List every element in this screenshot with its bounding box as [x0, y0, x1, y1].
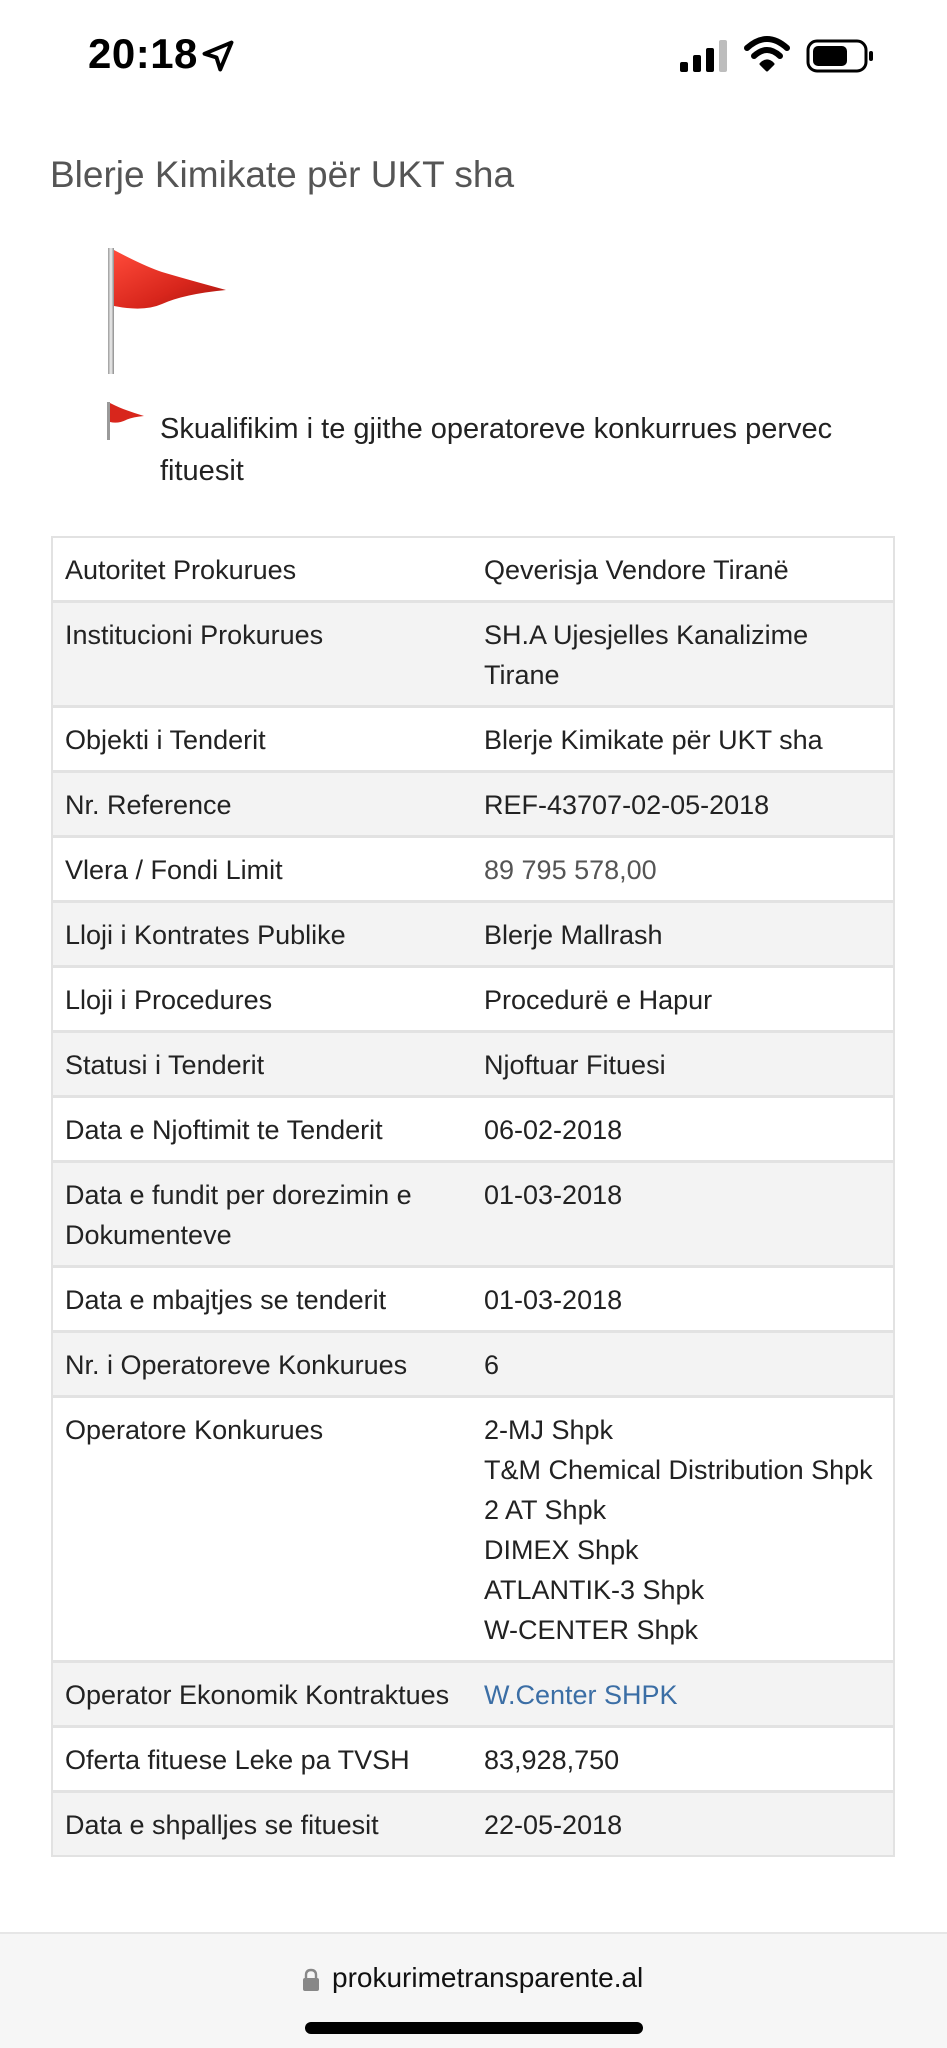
value-line: 06-02-2018	[484, 1115, 623, 1145]
value-line: Qeverisja Vendore Tiranë	[484, 555, 789, 585]
row-value	[474, 967, 894, 1032]
table-row	[52, 1332, 894, 1397]
row-label: Data e fundit per dorezimin e Dokumenteve	[52, 1162, 474, 1267]
tender-details-table	[51, 536, 895, 1857]
row-label: Data e shpalljes se fituesit	[52, 1792, 474, 1857]
row-value	[474, 1332, 894, 1397]
table-row	[52, 772, 894, 837]
address-bar-url[interactable]: prokurimetransparente.al	[332, 1962, 644, 1993]
table-row	[52, 1267, 894, 1332]
table-row	[52, 902, 894, 967]
page-title: Blerje Kimikate për UKT sha	[50, 154, 515, 195]
row-value	[474, 1727, 894, 1792]
table-row	[52, 602, 894, 707]
value-line: 83,928,750	[484, 1745, 620, 1775]
value-line: 2-MJ Shpk	[484, 1415, 614, 1445]
red-flag-icon	[104, 246, 234, 376]
status-bar	[0, 0, 947, 110]
value-line: Procedurë e Hapur	[484, 985, 713, 1015]
table-row	[52, 537, 894, 602]
value-line: Njoftuar Fituesi	[484, 1050, 666, 1080]
row-value	[474, 772, 894, 837]
value-line: DIMEX Shpk	[484, 1535, 639, 1565]
row-label: Nr. Reference	[52, 772, 474, 837]
row-value	[474, 602, 894, 707]
row-value	[474, 902, 894, 967]
row-label: Lloji i Kontrates Publike	[52, 902, 474, 967]
status-time: 20:18	[88, 30, 198, 77]
row-value	[474, 1162, 894, 1267]
battery-icon	[806, 38, 876, 74]
table-row	[52, 1162, 894, 1267]
value-line: W-CENTER Shpk	[484, 1615, 699, 1645]
row-label: Lloji i Procedures	[52, 967, 474, 1032]
browser-bottom-bar	[0, 1932, 947, 2048]
wifi-icon	[744, 36, 790, 72]
value-line: SH.A Ujesjelles Kanalizime Tirane	[484, 620, 809, 690]
row-value	[474, 537, 894, 602]
row-value	[474, 837, 894, 902]
table-row	[52, 1727, 894, 1792]
table-row	[52, 1792, 894, 1857]
table-row	[52, 1097, 894, 1162]
row-label: Institucioni Prokurues	[52, 602, 474, 707]
row-label: Statusi i Tenderit	[52, 1032, 474, 1097]
table-row	[52, 1397, 894, 1662]
row-label: Objekti i Tenderit	[52, 707, 474, 772]
row-label: Nr. i Operatoreve Konkurues	[52, 1332, 474, 1397]
row-value	[474, 1662, 894, 1727]
table-row	[52, 1662, 894, 1727]
value-line: Blerje Mallrash	[484, 920, 663, 950]
value-line: REF-43707-02-05-2018	[484, 790, 770, 820]
flag-notice-text: Skualifikim i te gjithe operatoreve konkurrues pervec fituesit	[160, 413, 833, 487]
row-value	[474, 1097, 894, 1162]
row-value	[474, 1267, 894, 1332]
row-label: Oferta fituese Leke pa TVSH	[52, 1727, 474, 1792]
row-label: Vlera / Fondi Limit	[52, 837, 474, 902]
table-row	[52, 967, 894, 1032]
row-label: Data e Njoftimit te Tenderit	[52, 1097, 474, 1162]
row-value	[474, 707, 894, 772]
table-row	[52, 707, 894, 772]
home-indicator[interactable]	[305, 2022, 643, 2034]
row-label: Autoritet Prokurues	[52, 537, 474, 602]
table-row	[52, 1032, 894, 1097]
location-arrow-icon	[200, 38, 236, 74]
row-label: Operatore Konkurues	[52, 1397, 474, 1662]
value-line: 01-03-2018	[484, 1180, 623, 1210]
value-line: ATLANTIK-3 Shpk	[484, 1575, 705, 1605]
value-line: Blerje Kimikate për UKT sha	[484, 725, 823, 755]
cellular-signal-icon	[680, 40, 730, 72]
row-value	[474, 1792, 894, 1857]
row-value	[474, 1397, 894, 1662]
value-line: 22-05-2018	[484, 1810, 623, 1840]
value-line: 6	[484, 1350, 500, 1380]
winner-link[interactable]: W.Center SHPK	[484, 1680, 678, 1710]
value-line: 01-03-2018	[484, 1285, 623, 1315]
value-line: 89 795 578,00	[484, 855, 657, 885]
row-label: Data e mbajtjes se tenderit	[52, 1267, 474, 1332]
row-value	[474, 1032, 894, 1097]
small-red-flag-icon	[104, 400, 146, 442]
row-label: Operator Ekonomik Kontraktues	[52, 1662, 474, 1727]
table-row	[52, 837, 894, 902]
lock-icon	[302, 1968, 320, 1992]
value-line: T&M Chemical Distribution Shpk	[484, 1455, 873, 1485]
value-line: 2 AT Shpk	[484, 1495, 607, 1525]
